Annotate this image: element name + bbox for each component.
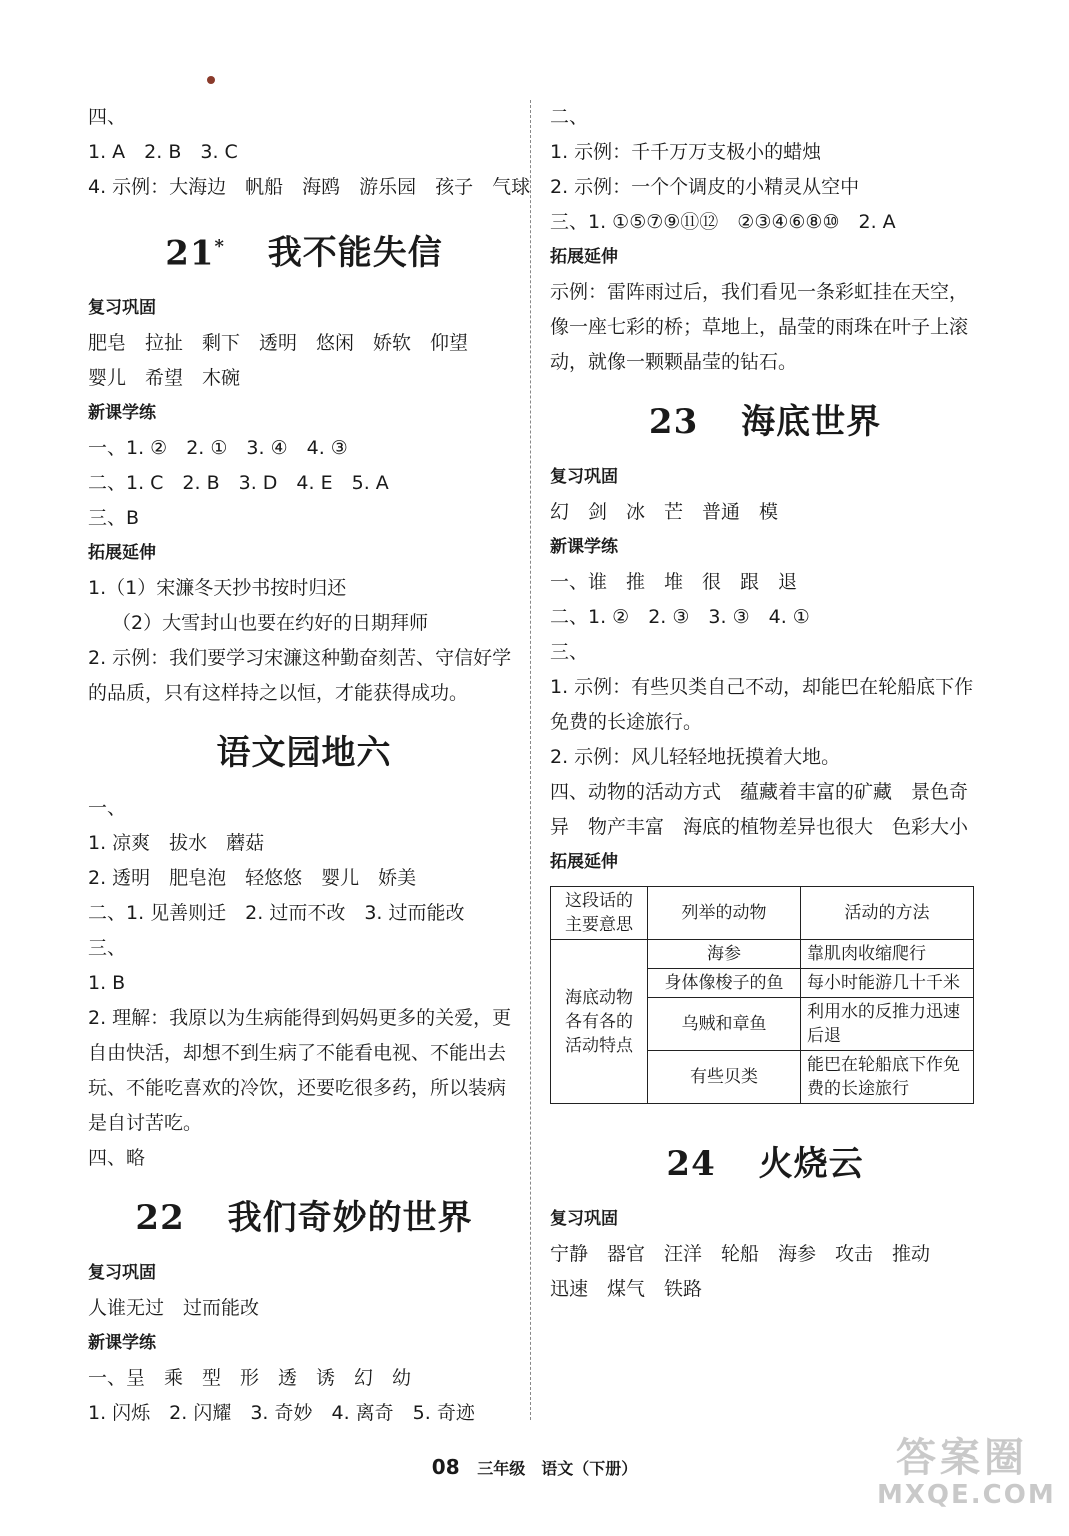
answer-line: 迅速 煤气 铁路 (550, 1278, 703, 1300)
subheading: 拓展延伸 (550, 247, 618, 267)
table-row (551, 940, 974, 969)
answer-line: 四、略 (88, 1147, 146, 1170)
table-header-row (551, 887, 974, 940)
answer-line: 1. B (88, 972, 126, 995)
answer-line: 2. 示例：一个个调皮的小精灵从空中 (550, 176, 860, 198)
answer-line: 三、1. ①⑤⑦⑨⑪⑫ ②③④⑥⑧⑩ 2. A (550, 211, 896, 233)
subheading: 复习巩固 (88, 1263, 156, 1284)
answer-line: 肥皂 拉扯 剩下 透明 悠闲 娇软 仰望 (88, 332, 469, 355)
answer-line: 1. 示例：千千万万支极小的蜡烛 (550, 141, 822, 163)
subheading: 拓展延伸 (550, 852, 618, 872)
subheading: 新课学练 (550, 537, 618, 557)
section-heading: 二、 (550, 106, 589, 128)
answer-line: 婴儿 希望 木碗 (88, 367, 241, 390)
watermark-logo (877, 1435, 1056, 1518)
right-column (550, 100, 980, 1307)
answer-line: 一、1. ② 2. ① 3. ④ 4. ③ (88, 437, 348, 460)
answer-paragraph: 四、动物的活动方式 蕴藏着丰富的矿藏 景色奇异 物产丰富 海底的植物差异也很大 色彩大小 (550, 781, 969, 838)
lesson-number: 23 (648, 402, 699, 442)
table-cell: 身体像梭子的鱼 (648, 969, 801, 998)
table-cell: 靠肌肉收缩爬行 (801, 940, 974, 969)
answer-line: 人谁无过 过而能改 (88, 1297, 260, 1320)
answer-line: 2. 透明 肥皂泡 轻悠悠 婴儿 娇美 (88, 867, 417, 890)
answer-line: 4. 示例：大海边 帆船 海鸥 游乐园 孩子 气球 (88, 176, 531, 198)
answer-paragraph: 示例：雷阵雨过后，我们看见一条彩虹挂在天空，像一座七彩的桥；草地上，晶莹的雨珠在叶子上滚动，就像一颗颗晶莹的钻石。 (550, 281, 969, 373)
page-number: 08 (431, 1455, 460, 1479)
watermark-url: MXQE.COM (877, 1480, 1056, 1510)
table-cell: 利用水的反推力迅速后退 (801, 998, 974, 1051)
section-heading: 四、 (88, 106, 127, 128)
answer-line: 1. 闪烁 2. 闪耀 3. 奇妙 4. 离奇 5. 奇迹 (88, 1402, 475, 1425)
lesson-number: 21 (165, 233, 215, 274)
answer-line: 二、1. ② 2. ③ 3. ③ 4. ① (550, 606, 810, 628)
table-cell: 乌贼和章鱼 (648, 998, 801, 1051)
lesson-name: 我们奇妙的世界 (227, 1198, 473, 1239)
lesson-mark: * (214, 236, 225, 257)
lesson-title (88, 217, 520, 283)
lesson-name: 海底世界 (741, 402, 882, 442)
table-header-cell: 这段话的主要意思 (551, 887, 648, 940)
subheading: 复习巩固 (550, 1209, 618, 1229)
answer-line: 1. 凉爽 拔水 蘑菇 (88, 832, 265, 855)
subheading: 复习巩固 (550, 467, 618, 487)
lesson-title (550, 1134, 980, 1194)
decorative-dot (207, 76, 215, 84)
left-column (88, 100, 531, 1431)
lesson-name: 火烧云 (758, 1144, 864, 1184)
section-heading: 三、 (550, 641, 589, 663)
subheading: 新课学练 (88, 403, 156, 424)
answer-line: 一、呈 乘 型 形 透 诱 幻 幼 (88, 1367, 412, 1390)
lesson-number: 22 (135, 1198, 185, 1239)
watermark-text: 答案圈 (896, 1435, 1028, 1481)
table-cell: 能巴在轮船底下作免费的长途旅行 (801, 1051, 974, 1104)
answer-line: 1. A 2. B 3. C (88, 141, 238, 163)
table-cell: 每小时能游几十千米 (801, 969, 974, 998)
answer-paragraph: 2. 理解：我原以为生病能得到妈妈更多的关爱，更自由快活，却想不到生病了不能看电视、不能出去玩、不能吃喜欢的冷饮，还要吃很多药，所以装病是自讨苦吃。 (88, 1007, 512, 1135)
table-cell: 海参 (648, 940, 801, 969)
table-header-cell: 活动的方法 (801, 887, 974, 940)
answer-line: （2）大雪封山也要在约好的日期拜师 (112, 612, 429, 635)
subheading: 拓展延伸 (88, 543, 156, 564)
lesson-name: 我不能失信 (267, 233, 443, 274)
answer-line: 宁静 器官 汪洋 轮船 海参 攻击 推动 (550, 1243, 931, 1265)
section-heading: 一、 (88, 797, 127, 820)
lesson-title: 语文园地六 (216, 733, 392, 774)
subheading: 复习巩固 (88, 298, 156, 319)
answer-line: 2. 示例：风儿轻轻地抚摸着大地。 (550, 746, 841, 768)
answer-paragraph: 2. 示例：我们要学习宋濂这种勤奋刻苦、守信好学的品质，只有这样持之以恒，才能获得成功。 (88, 647, 512, 705)
table-cell: 有些贝类 (648, 1051, 801, 1104)
answer-line: 二、1. C 2. B 3. D 4. E 5. A (88, 472, 389, 495)
answer-line: 幻 剑 冰 芒 普通 模 (550, 501, 779, 523)
answer-line: 三、B (88, 507, 140, 530)
answer-line: 一、谁 推 堆 很 跟 退 (550, 571, 798, 593)
answer-line: 1.（1）宋濂冬天抄书按时归还 (88, 577, 347, 600)
lesson-number: 24 (666, 1144, 716, 1184)
subheading: 新课学练 (88, 1333, 156, 1354)
answer-line: 二、1. 见善则迁 2. 过而不改 3. 过而能改 (88, 902, 465, 925)
table-cell-main-idea: 海底动物各有各的活动特点 (551, 940, 648, 1104)
section-heading: 三、 (88, 937, 127, 960)
answer-paragraph: 1. 示例：有些贝类自己不动，却能巴在轮船底下作免费的长途旅行。 (550, 676, 974, 733)
lesson-title (550, 392, 980, 452)
column-divider (530, 100, 531, 1420)
table-header-cell: 列举的动物 (648, 887, 801, 940)
lesson-title (88, 1188, 520, 1248)
footer-text: 三年级 语文（下册） (477, 1459, 638, 1478)
answer-table (550, 886, 974, 1104)
